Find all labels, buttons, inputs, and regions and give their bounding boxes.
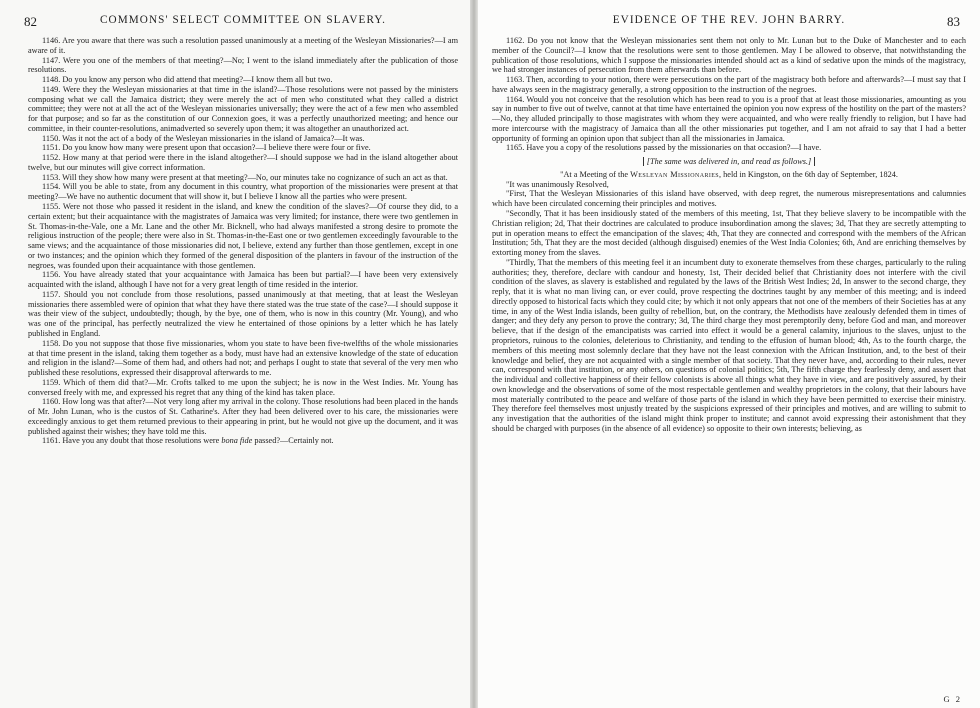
meeting-prefix: "At a Meeting of the bbox=[560, 169, 631, 179]
editorial-note-text: [The same was delivered in, and read as follows.] bbox=[643, 157, 815, 166]
right-qa-list bbox=[492, 36, 966, 153]
left-page-number: 82 bbox=[24, 14, 37, 29]
left-last-paragraph bbox=[28, 436, 458, 446]
qa-paragraph: 1154. Will you be able to state, from any document in this country, what proportion of the missionaries were present at that meeting?—We have no authentic document that will show it, but I believe I know all the parties who were present. bbox=[28, 182, 458, 202]
resolution-paragraph: "Thirdly, That the members of this meeting feel it an incumbent duty to exonerate themselves from these charges, particularly to the ruling authorities; they, therefore, declare with candour and honesty, 1st, Their decided belief that Christianity does not interfere with the civil condition of the slaves, as slavery is established and regulated by the laws of the British West Indies; 2d, In answer to the second charge, they reply, that it is what no man living can, or ever could, prove respecting the doctrines taught by any member of this meeting; and is indeed directly opposed to historical facts which they could cite; by which it not only appears that not one of the members of their Societies has at any time, in any of the West India islands, been guilty of rebellion, but, on the contrary, the Methodists have zealously defended them in times of danger; and they defy any person to prove the contrary; 3d, The third charge they most peremptorily deny, before God and man, and moreover believe, that if the design of the emancipatists was carried into effect it would be a general calamity, injurious to the slaves, unjust to the proprietors, ruinous to the colonies, deleterious to Christianity, and tending to the effusion of human blood; 4th, As to the fourth charge, the members of this meeting most solemnly declare that they have not the least connexion with the African Institution, and, to the best of their knowledge and belief, they are not acquainted with a single member of that society. That they never have, and, according to their rules, never can, correspond with that institution, or any others, on questions of colonial politics; 5th, The fifth charge they fearlessly deny, and assert that the individual and collective happiness of their fellow colonists is above all things what they have in view, and are positively assured, by their own knowledge and the observations of some of the most respectable gentlemen and wealthy proprietors in the colony, that their labours have most materially contributed to the peace and welfare of those parts of the island in which they have been permitted to exercise their ministry. They therefore feel themselves most unjustly treated by the suspicions expressed of their principles and motives, and are willing to submit to any investigation that the authorities of the island might think proper to institute; and cannot avoid expressing their astonishment that they should be charged with purposes (in the absence of all evidence) so opposite to their own interests; believing, as bbox=[492, 257, 966, 433]
qa-paragraph: 1157. Should you not conclude from those resolutions, passed unanimously at that meeting, that at least the Wesleyan missionaries there assembled were of opinion that what they have there stated was the true state of the case?—I should suppose it was their view of the subject, undoubtedly; though, by the bye, one of them, who is now in this country (Mr. Young), and who was one of the principal, has perfectly neutralized the view he entertained of those opinions by a letter which he has lately published in England. bbox=[28, 289, 458, 338]
qa-paragraph: 1151. Do you know how many were present upon that occasion?—I believe there were four or five. bbox=[42, 143, 371, 153]
qa-paragraph: 1156. You have already stated that your acquaintance with Jamaica has been but partial?—I have been very extensively acquainted with the island, although I have not for a very great length of time resided in the interior. bbox=[28, 270, 458, 290]
meeting-name: Wesleyan Missionaries bbox=[630, 169, 720, 179]
resolution-paragraph: "Secondly, That it has been insidiously stated of the members of this meeting, 1st, That they believe slavery to be incompatible with the Christian religion; 2d, That their doctrines are calculated to produce insubordination among the slaves; 3d, That they are secretly attempting to put in operation means to effect the emancipation of the slaves; 4th, That they are connected and correspond with the members of the African Institution; 5th, That they are the most decided (although disguised) enemies of the West India Colonies; 6th, And are enriching themselves by extorting money from the slaves. bbox=[492, 209, 966, 258]
qa-paragraph: 1146. Are you aware that there was such a resolution passed unanimously at a meeting of the Wesleyan Missionaries?—I am aware of it. bbox=[28, 36, 458, 55]
qa-paragraph: 1162. Do you not know that the Wesleyan missionaries sent them not only to Mr. Lunan but to the Duke of Manchester and to each member of the Council?—I know that the resolutions were sent to those gentlemen. May I be allowed to observe, that notwithstanding the publication of those resolutions, which I suppose the missionaries intended should act as a kind of sedative upon the minds of the magistracy, we had stronger instances of persecution from them afterwards than before. bbox=[492, 36, 966, 75]
qa-paragraph: 1148. Do you know any person who did attend that meeting?—I know them all but two. bbox=[42, 75, 333, 85]
meeting-heading bbox=[492, 170, 966, 180]
qa-paragraph: 1160. How long was that after?—Not very long after my arrival in the colony. Those resolutions had been placed in the hands of Mr. John Lunan, who is the custos of St. Catharine's. After they had been delivered over to his care, the missionaries were exceedingly anxious to get them returned previous to their appearing in print, but he would not give up the document, and it was published against their wishes; they have told me this. bbox=[28, 397, 458, 436]
meeting-suffix: , held in Kingston, on the 6th day of September, 1824. bbox=[719, 169, 898, 179]
last-paragraph-italic: bona fide bbox=[221, 436, 253, 446]
qa-paragraph: 1153. Will they show how many were present at that meeting?—No, our minutes take no cognizance of such an act as that. bbox=[42, 172, 448, 182]
qa-paragraph: 1163. Then, according to your notion, there were persecutions on the part of the magistracy both before and afterwards?—I must say that I have always seen in the magistracy generally, a strong opposition to the instruction of the negroes. bbox=[492, 75, 966, 94]
signature-mark: G 2 bbox=[943, 694, 962, 704]
qa-paragraph: 1147. Were you one of the members of that meeting?—No; I went to the island immediately after the publication of those resolutions. bbox=[28, 55, 458, 75]
left-running-head bbox=[24, 14, 458, 30]
book-gutter bbox=[470, 0, 478, 708]
last-paragraph-tail: passed?—Certainly not. bbox=[252, 436, 334, 446]
last-paragraph-text: 1161. Have you any doubt that those resolutions were bbox=[42, 436, 222, 446]
resolutions-list bbox=[492, 180, 966, 434]
left-body bbox=[28, 36, 458, 446]
right-body bbox=[492, 36, 966, 434]
right-running-title: EVIDENCE OF THE REV. JOHN BARRY. bbox=[612, 14, 846, 26]
qa-paragraph: 1149. Were they the Wesleyan missionaries at that time in the island?—Those resolutions were not passed by the ministers composing what we call the Jamaica district; they were merely the act of men who constituted what they called a district committee; they were not at all the act of the Wesleyan missionaries universally; they were the act of a few men who assembled for that purpose; and so far as the constitution of our Connexion goes, it was a perfectly unauthorized meeting; and hence our committee, in their counter-resolutions, animadverted so severely upon them; it was altogether an unauthorized act. bbox=[28, 84, 458, 133]
right-page bbox=[478, 0, 980, 708]
left-qa-list bbox=[28, 36, 458, 436]
qa-paragraph: 1152. How many at that period were there in the island altogether?—I should suppose we had in the island altogether about twelve, but our minutes will give correct information. bbox=[28, 153, 458, 172]
qa-paragraph: 1165. Have you a copy of the resolutions passed by the missionaries on that occasion?—I have. bbox=[506, 143, 822, 153]
left-running-title: COMMONS' SELECT COMMITTEE ON SLAVERY. bbox=[99, 14, 387, 26]
qa-paragraph: 1150. Was it not the act of a body of the Wesleyan missionaries in the island of Jamaica?—It was. bbox=[42, 133, 365, 143]
qa-paragraph: 1155. Were not those who passed it resident in the island, and knew the condition of the slaves?—Of course they did, to a certain extent; but their acquaintance with the magistrates of Jamaica was very limited; for instance, there were two gentlemen in St. Thomas-in-the-Vale, one a Mr. Lane and the other Mr. Bicknell, who had always manifested a strong desire to promote the religious instruction of the people; there were also in St. Thomas-in-the-East one or two gentlemen exceedingly favourable to the same views; and the acquaintance of those missionaries did not, I believe, extend any further than those gentlemen, except in one or two instances; and the opinion which they formed of the general disposition of the planters in favour of the instruction of the negroes, was founded upon their acquaintance with those gentlemen. bbox=[28, 202, 458, 270]
left-page bbox=[0, 0, 470, 708]
qa-paragraph: 1159. Which of them did that?—Mr. Crofts talked to me upon the subject; he is now in the West Indies. Mr. Young has conversed freely with me, and expressed his regret that any thing of the kind has taken place. bbox=[28, 377, 458, 397]
editorial-note bbox=[492, 157, 966, 167]
right-page-number: 83 bbox=[947, 14, 960, 29]
resolution-paragraph: "It was unanimously Resolved, bbox=[506, 179, 609, 189]
qa-paragraph: 1164. Would you not conceive that the resolution which has been read to you is a proof that at least those missionaries, amounting as you say in number to five out of twelve, cannot at that time have entertained the opinion you now express of the hostility on the part of the masters?—No, they alluded principally to those magistrates with whom they were acquainted, and who were really friendly to religion, but I have had more intercourse with the magistracy of Jamaica than all the other missionaries put together, and I am not afraid to say that I had a better opportunity of forming an opinion upon that subject than all the missionaries in Jamaica. bbox=[492, 94, 966, 143]
resolution-paragraph: "First, That the Wesleyan Missionaries of this island have observed, with deep regret, the numerous misrepresentations and calumnies which have been circulated concerning their principles and motives. bbox=[492, 189, 966, 209]
qa-paragraph: 1158. Do you not suppose that those five missionaries, whom you state to have been five-twelfths of the whole missionaries at that time present in the island, taking them together as a body, must have had an extensive knowledge of the state of education and religion in the island?—Some of them had, and others had not; and perhaps I ought to state that several of the very men who published these resolutions, expressed their disapproval afterwards to me. bbox=[28, 338, 458, 378]
right-running-head bbox=[492, 14, 966, 30]
